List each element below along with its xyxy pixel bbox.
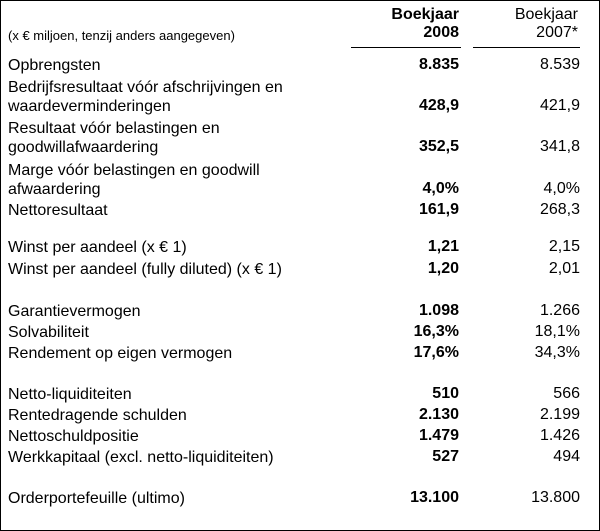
value-2008: 161,9	[418, 201, 459, 218]
value-2008: 1,21	[427, 238, 459, 255]
table-row	[1, 302, 599, 321]
value-2008: 352,5	[418, 138, 459, 155]
row-label	[8, 406, 187, 425]
column-header-2008-line2: 2008	[423, 24, 459, 41]
table-row	[1, 56, 599, 75]
value-2007: 13.800	[531, 489, 580, 506]
row-label-line: Bedrijfsresultaat vóór afschrijvingen en	[8, 79, 283, 96]
row-label-line: Werkkapitaal (excl. netto-liquiditeiten)	[8, 449, 274, 466]
value-2008: 527	[432, 448, 459, 465]
row-label	[8, 323, 89, 342]
value-2008: 1.479	[418, 427, 459, 444]
value-2007: 494	[553, 448, 580, 465]
row-label-line: Winst per aandeel (fully diluted) (x € 1)	[8, 261, 282, 278]
row-label-line: Opbrengsten	[8, 57, 101, 74]
value-2007: 2,01	[548, 260, 580, 277]
row-label-line: goodwillafwaardering	[8, 139, 159, 156]
table-row	[1, 201, 599, 220]
value-2008: 2.130	[418, 406, 459, 423]
value-2008: 1,20	[427, 260, 459, 277]
row-label	[8, 56, 101, 75]
row-label	[8, 119, 220, 157]
value-2008: 8.835	[418, 56, 459, 73]
row-label-line: Winst per aandeel (x € 1)	[8, 239, 187, 256]
header-rule-2007	[473, 47, 580, 48]
table-row	[1, 385, 599, 404]
row-label	[8, 385, 132, 404]
value-2007: 34,3%	[534, 344, 580, 361]
row-label-line: Nettoschuldpositie	[8, 428, 139, 445]
row-label-line: waardeverminderingen	[8, 98, 171, 115]
row-label	[8, 161, 260, 199]
row-label	[8, 78, 283, 116]
table-row	[1, 344, 599, 363]
unit-note: (x € miljoen, tenzij anders aangegeven)	[8, 28, 235, 43]
value-2008: 1.098	[418, 302, 459, 319]
table-row	[1, 323, 599, 342]
row-label	[8, 489, 185, 508]
value-2007: 2,15	[548, 238, 580, 255]
row-label	[8, 427, 139, 446]
value-2008: 428,9	[418, 97, 459, 114]
row-label-line: Solvabiliteit	[8, 324, 89, 341]
value-2007: 268,3	[539, 201, 580, 218]
value-2007: 8.539	[539, 56, 580, 73]
value-2008: 4,0%	[422, 180, 459, 197]
row-label-line: Rentedragende schulden	[8, 407, 187, 424]
row-label	[8, 238, 187, 257]
value-2008: 13.100	[410, 489, 459, 506]
row-label	[8, 344, 232, 363]
table-row	[1, 427, 599, 446]
value-2007: 1.266	[539, 302, 580, 319]
row-label	[8, 260, 282, 279]
row-label-line: Netto-liquiditeiten	[8, 386, 132, 403]
column-header-2008	[351, 6, 459, 42]
row-label-line: Resultaat vóór belastingen en	[8, 120, 220, 137]
table-row	[1, 78, 599, 116]
value-2008: 16,3%	[413, 323, 459, 340]
column-header-2007-line1: Boekjaar	[514, 6, 578, 23]
table-row	[1, 406, 599, 425]
value-2007: 566	[553, 385, 580, 402]
value-2007: 341,8	[539, 138, 580, 155]
value-2007: 2.199	[539, 406, 580, 423]
table-row	[1, 238, 599, 257]
row-label-line: Marge vóór belastingen en goodwill	[8, 162, 260, 179]
column-header-2007-line2: 2007*	[536, 24, 578, 41]
row-label	[8, 201, 108, 220]
table-row	[1, 260, 599, 279]
row-label-line: Rendement op eigen vermogen	[8, 345, 233, 362]
value-2007: 1.426	[539, 427, 580, 444]
value-2007: 421,9	[539, 97, 580, 114]
row-label	[8, 302, 141, 321]
table-row	[1, 448, 599, 467]
value-2007: 4,0%	[543, 180, 580, 197]
table-row	[1, 161, 599, 199]
column-header-2008-line1: Boekjaar	[391, 6, 459, 23]
row-label-line: Orderportefeuille (ultimo)	[8, 490, 185, 507]
table-row	[1, 119, 599, 157]
value-2008: 510	[432, 385, 459, 402]
table-row	[1, 489, 599, 508]
value-2008: 17,6%	[413, 344, 459, 361]
row-label-line: Nettoresultaat	[8, 202, 108, 219]
row-label-line: afwaardering	[8, 181, 101, 198]
column-header-2007	[475, 6, 578, 42]
row-label	[8, 448, 274, 467]
header-rule-2008	[351, 47, 461, 48]
row-label-line: Garantievermogen	[8, 303, 141, 320]
value-2007: 18,1%	[534, 323, 580, 340]
